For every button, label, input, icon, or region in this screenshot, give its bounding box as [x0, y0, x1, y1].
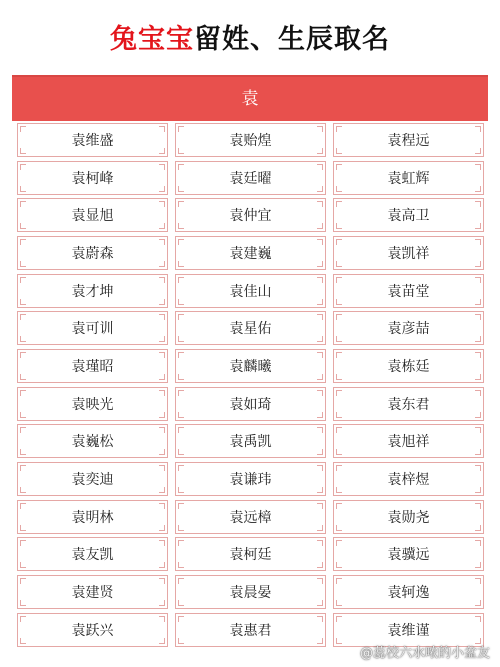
name-card [17, 198, 168, 232]
watermark: @蕊校六水哝的小盆友 [359, 646, 490, 661]
name-text: 袁维盛 [71, 133, 114, 149]
name-card [333, 537, 484, 571]
name-card [17, 575, 168, 609]
name-text: 袁远樟 [229, 509, 272, 526]
name-text: 袁建巍 [229, 245, 272, 262]
name-card [175, 274, 326, 308]
name-card [175, 349, 326, 383]
name-card [333, 387, 484, 421]
name-card [17, 161, 168, 195]
name-card [17, 349, 168, 383]
name-card [333, 500, 484, 534]
name-card [333, 349, 484, 383]
name-text: 袁彦喆 [387, 321, 430, 338]
name-card [175, 236, 326, 270]
name-card [175, 198, 326, 232]
name-card [175, 424, 326, 458]
title-highlight: 兔宝宝 [110, 24, 194, 55]
name-text: 袁凯祥 [387, 245, 430, 262]
name-text: 袁梓煜 [387, 471, 430, 488]
name-text: 袁骥远 [387, 547, 430, 564]
name-text: 袁友凯 [71, 547, 114, 564]
name-card [17, 613, 168, 647]
name-card [17, 123, 168, 157]
name-text: 袁栋廷 [387, 358, 430, 375]
name-text: 袁高卫 [387, 208, 430, 225]
name-text: 袁明林 [71, 509, 114, 526]
name-text: 袁仲宜 [229, 208, 272, 225]
name-card [17, 236, 168, 270]
name-card [333, 161, 484, 195]
name-card [175, 500, 326, 534]
name-card [333, 575, 484, 609]
name-card [333, 123, 484, 157]
name-text: 袁蔚森 [71, 245, 114, 262]
name-card [17, 424, 168, 458]
name-card [175, 575, 326, 609]
surname-banner: 袁 [12, 75, 488, 121]
name-card [175, 161, 326, 195]
name-text: 袁映光 [71, 396, 114, 413]
name-card [333, 424, 484, 458]
name-text: 袁勋尧 [387, 509, 430, 526]
name-card [175, 462, 326, 496]
page-title [0, 20, 500, 60]
name-text: 袁奕迪 [71, 471, 114, 488]
name-card [175, 537, 326, 571]
name-text: 袁谦玮 [229, 471, 272, 488]
name-text: 袁建贤 [71, 584, 114, 601]
name-card [17, 274, 168, 308]
name-text: 袁星佑 [229, 321, 272, 338]
name-text: 袁柯峰 [71, 170, 114, 187]
title-rest: 留姓、生辰取名 [194, 24, 390, 55]
name-card [17, 311, 168, 345]
name-text: 袁跃兴 [71, 622, 114, 639]
name-text: 袁才坤 [71, 283, 114, 300]
name-text: 袁可训 [71, 321, 114, 338]
name-text: 袁苗堂 [387, 283, 430, 300]
name-card [333, 274, 484, 308]
name-text: 袁惠君 [229, 622, 272, 639]
name-text: 袁佳山 [229, 283, 272, 300]
name-text: 袁维谨 [387, 622, 430, 639]
name-text: 袁麟曦 [229, 358, 272, 375]
name-card [333, 311, 484, 345]
name-card [333, 462, 484, 496]
name-text: 袁巍松 [71, 434, 114, 451]
name-text: 袁虹辉 [387, 170, 430, 187]
name-grid [17, 123, 485, 647]
name-card [175, 387, 326, 421]
name-text: 袁轲逸 [387, 584, 430, 601]
name-card [17, 500, 168, 534]
name-card [333, 198, 484, 232]
name-text: 袁廷曜 [229, 170, 272, 187]
name-text: 袁瑾昭 [71, 358, 114, 375]
name-card [175, 613, 326, 647]
name-text: 袁禹凯 [229, 434, 272, 451]
name-text: 袁贻煌 [229, 133, 272, 149]
name-card [333, 236, 484, 270]
name-text: 袁显旭 [71, 208, 114, 225]
name-card [17, 462, 168, 496]
name-text: 袁晨晏 [229, 584, 272, 601]
name-text: 袁东君 [387, 396, 430, 413]
name-card [175, 311, 326, 345]
name-text: 袁程远 [387, 133, 430, 149]
name-text: 袁柯廷 [229, 547, 272, 564]
name-card [17, 387, 168, 421]
name-text: 袁旭祥 [387, 434, 430, 451]
name-card [175, 123, 326, 157]
name-text: 袁如琦 [229, 396, 272, 413]
name-card [17, 537, 168, 571]
